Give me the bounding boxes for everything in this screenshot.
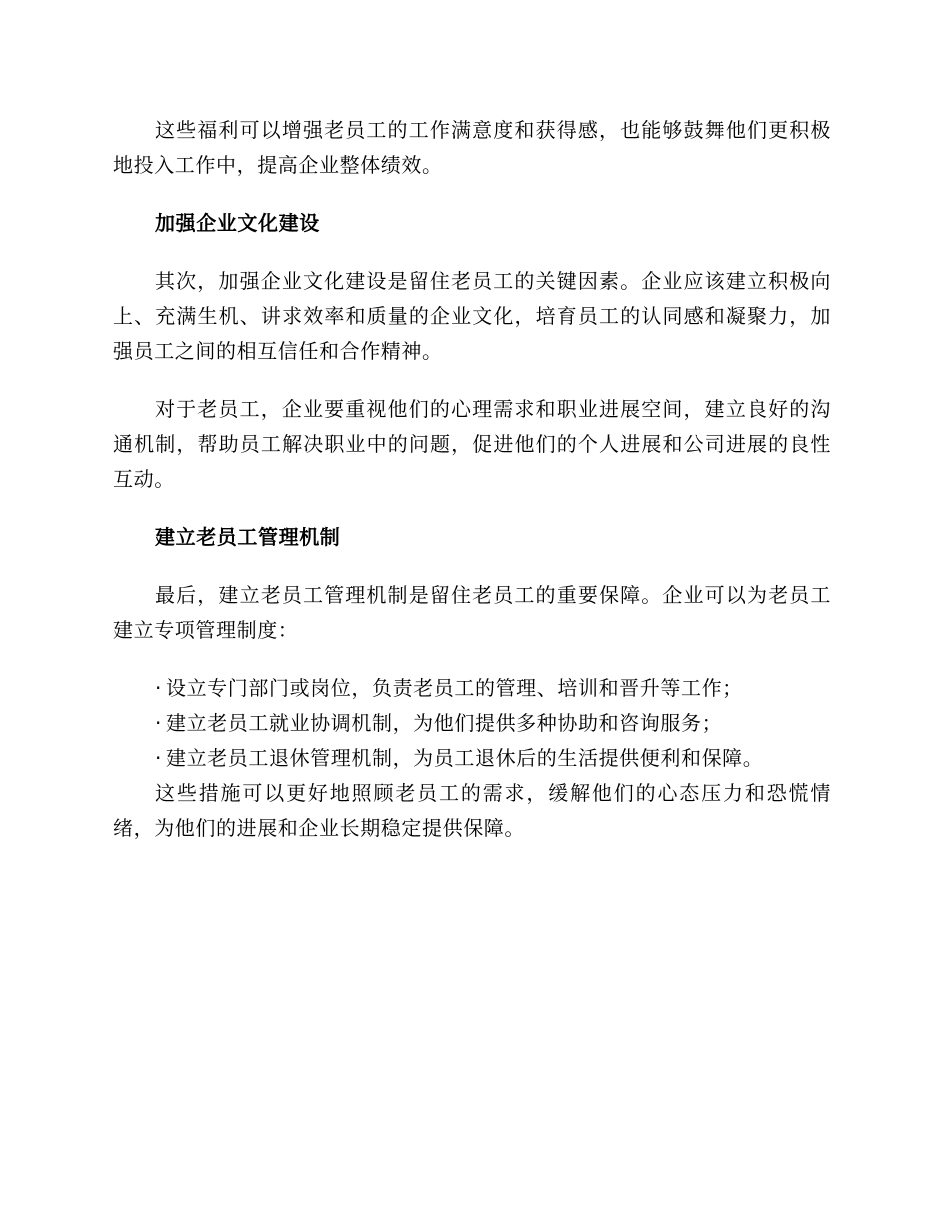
list-item-text: 建立老员工退休管理机制，为员工退休后的生活提供便利和保障。 xyxy=(165,746,764,770)
section-heading-culture: 加强企业文化建设 xyxy=(155,211,320,235)
list-item xyxy=(113,671,831,706)
paragraph-culture: 其次，加强企业文化建设是留住老员工的关键因素。企业应该建立积极向上、充满生机、讲求效率和质量的企业文化，培育员工的认同感和凝聚力，加强员工之间的相互信任和合作精神。 xyxy=(113,269,831,363)
list-item xyxy=(113,706,831,741)
bullet-marker: · xyxy=(155,711,162,735)
list-item-text: 设立专门部门或岗位，负责老员工的管理、培训和晋升等工作； xyxy=(165,676,743,700)
section-heading-management: 建立老员工管理机制 xyxy=(155,525,341,549)
bullet-marker: · xyxy=(155,746,162,770)
list-item xyxy=(113,741,831,776)
list-item-text: 建立老员工就业协调机制，为他们提供多种协助和咨询服务； xyxy=(165,711,723,735)
paragraph-conclusion: 这些措施可以更好地照顾老员工的需求，缓解他们的心态压力和恐慌情绪，为他们的进展和企业长期稳定提供保障。 xyxy=(113,781,831,840)
bullet-marker: · xyxy=(155,676,162,700)
paragraph-communication: 对于老员工，企业要重视他们的心理需求和职业进展空间，建立良好的沟通机制，帮助员工解决职业中的问题，促进他们的个人进展和公司进展的良性互动。 xyxy=(113,397,831,491)
document-body xyxy=(113,113,831,846)
paragraph-management: 最后，建立老员工管理机制是留住老员工的重要保障。企业可以为老员工建立专项管理制度： xyxy=(113,583,831,642)
paragraph-benefits: 这些福利可以增强老员工的工作满意度和获得感，也能够鼓舞他们更积极地投入工作中，提高企业整体绩效。 xyxy=(113,118,831,177)
